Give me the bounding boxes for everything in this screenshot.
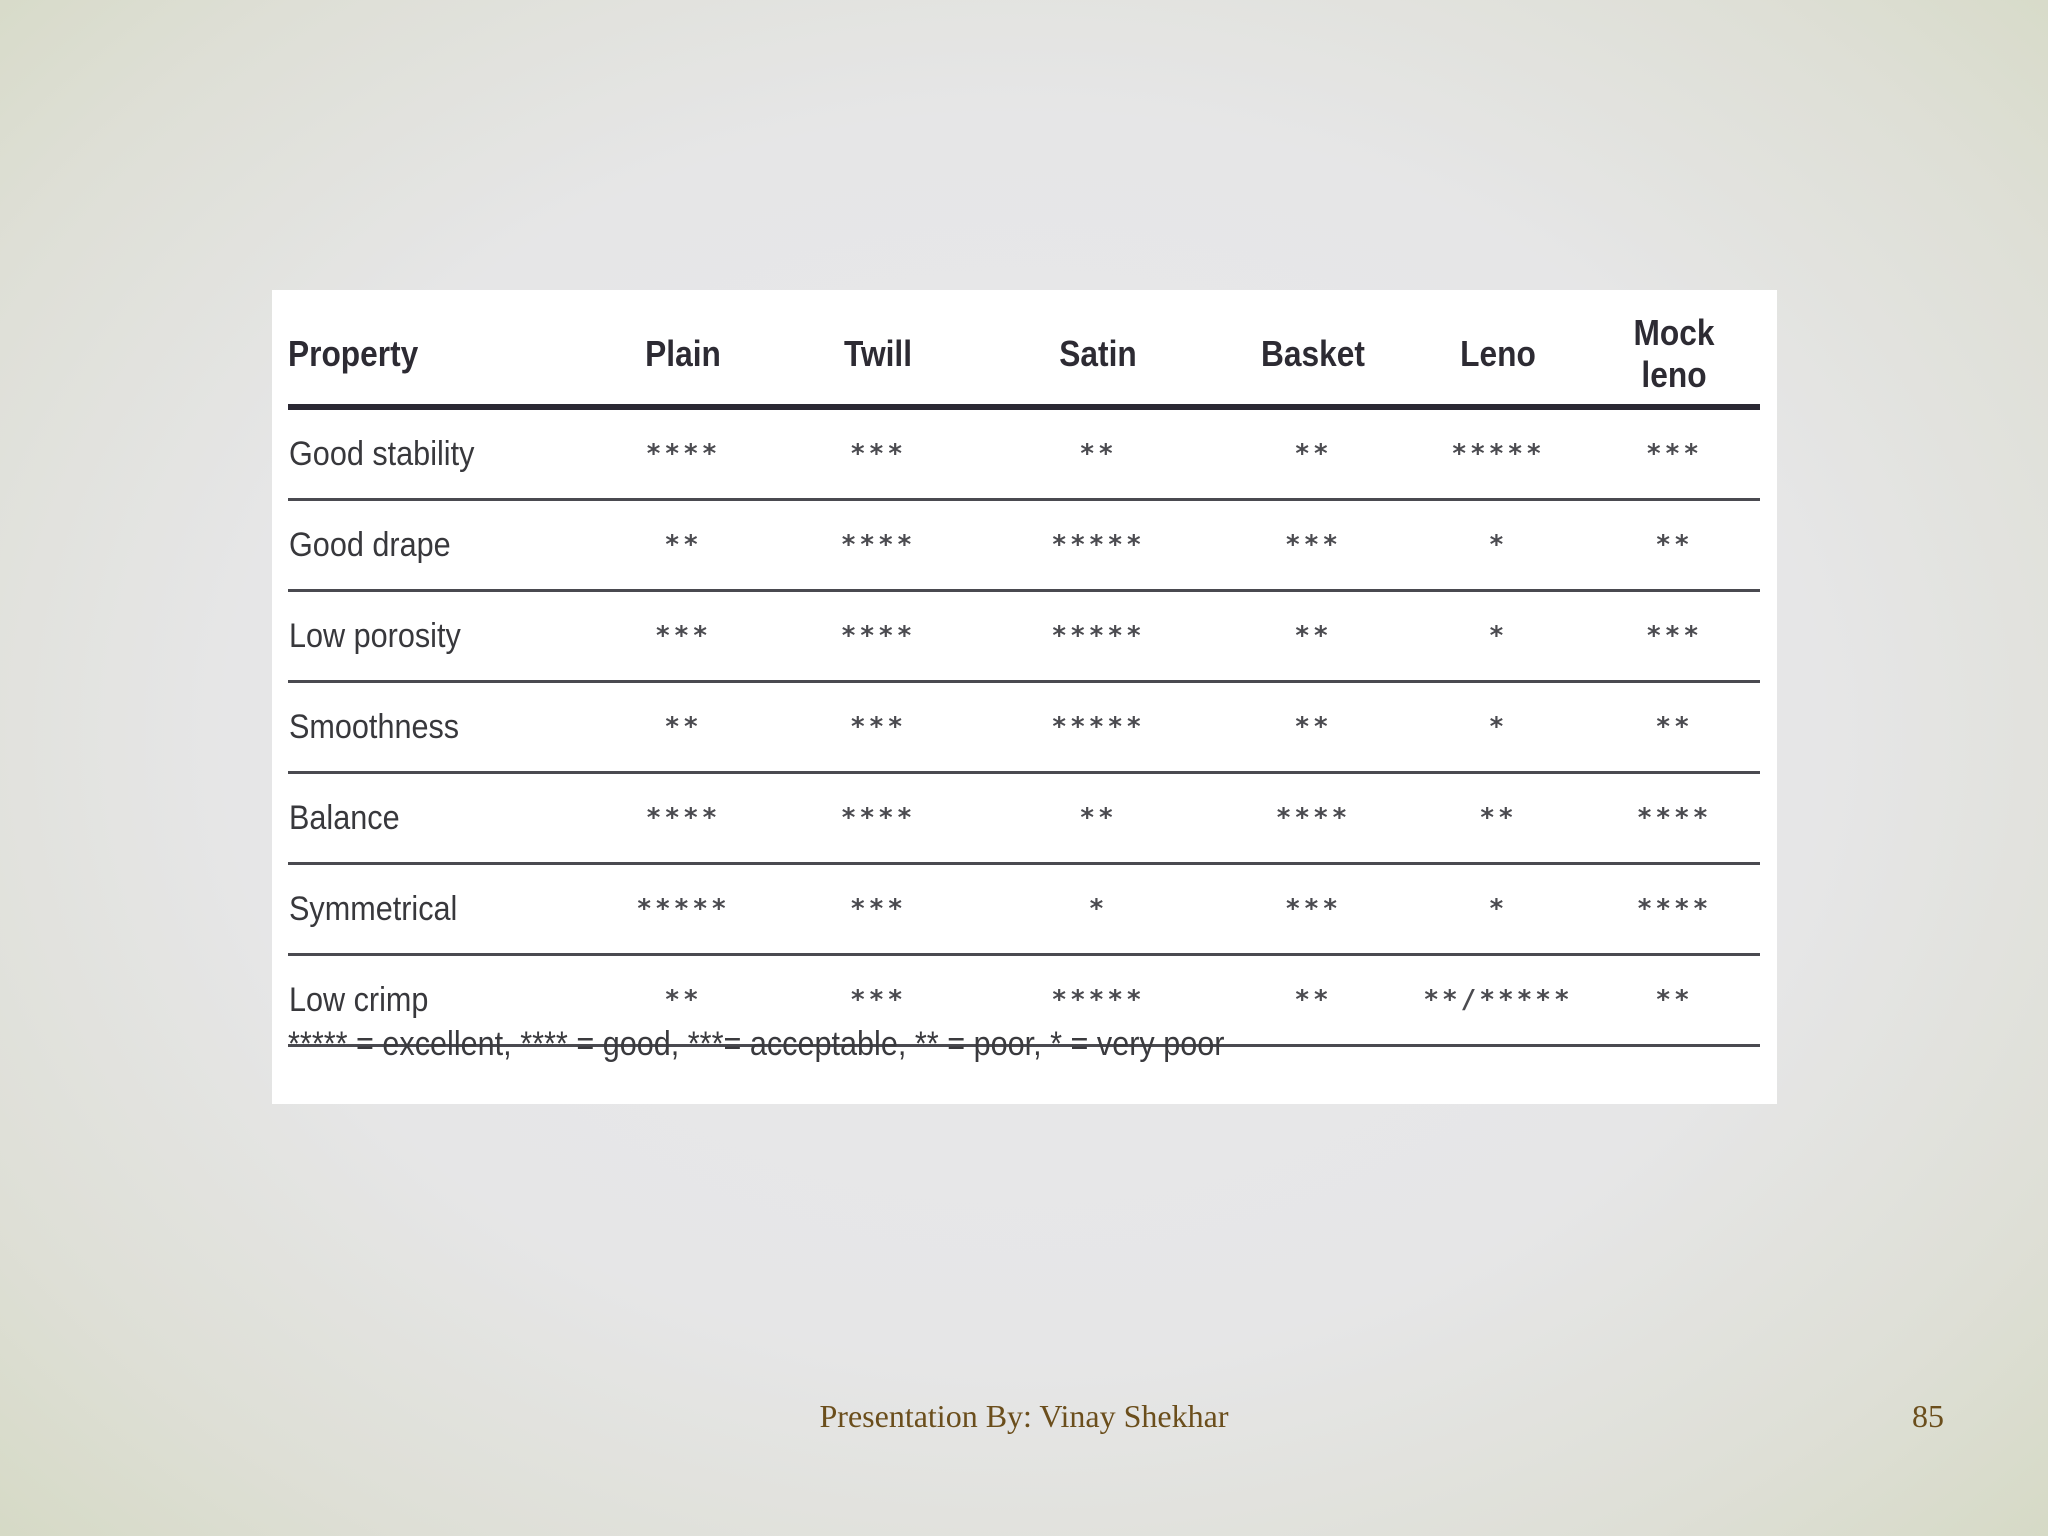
rating-cell: *: [1408, 500, 1588, 591]
rating-cell: **: [588, 955, 778, 1046]
rating-cell: *****: [1408, 407, 1588, 500]
rating-cell: ****: [778, 773, 978, 864]
rating-cell: ****: [778, 500, 978, 591]
row-label: Symmetrical: [288, 864, 588, 955]
header-mock-leno: Mock leno: [1598, 312, 1749, 407]
rating-cell: **: [588, 682, 778, 773]
rating-cell: **: [1218, 591, 1408, 682]
rating-cell: ****: [588, 407, 778, 500]
rating-cell: ***: [1588, 407, 1760, 500]
rating-cell: **: [1588, 500, 1760, 591]
rating-cell: **: [1218, 407, 1408, 500]
rating-cell: ***: [1588, 591, 1760, 682]
rating-cell: ****: [1218, 773, 1408, 864]
row-label: Smoothness: [288, 682, 588, 773]
rating-cell: *****: [588, 864, 778, 955]
rating-cell: **: [1408, 773, 1588, 864]
table-row: [288, 773, 1760, 864]
rating-cell: *****: [978, 682, 1218, 773]
rating-cell: *****: [978, 500, 1218, 591]
table-panel: [272, 290, 1777, 1104]
rating-cell: **: [1588, 682, 1760, 773]
table-row: [288, 500, 1760, 591]
row-label: Low porosity: [288, 591, 588, 682]
rating-cell: **: [588, 500, 778, 591]
table-row: [288, 407, 1760, 500]
rating-cell: **: [978, 407, 1218, 500]
rating-cell: *: [978, 864, 1218, 955]
rating-cell: ***: [778, 682, 978, 773]
row-label: Good stability: [288, 407, 588, 500]
rating-cell: ****: [778, 591, 978, 682]
footer-credit: Presentation By: Vinay Shekhar: [819, 1398, 1229, 1434]
header-basket: Basket: [1229, 312, 1396, 407]
header-leno: Leno: [1419, 312, 1577, 407]
rating-cell: *: [1408, 682, 1588, 773]
table-header-row: [288, 312, 1760, 407]
rating-cell: ****: [1588, 864, 1760, 955]
row-label: Balance: [288, 773, 588, 864]
rating-cell: ***: [778, 864, 978, 955]
table-row: [288, 591, 1760, 682]
rating-cell: *****: [978, 955, 1218, 1046]
rating-cell: ***: [1218, 864, 1408, 955]
rating-cell: **: [978, 773, 1218, 864]
rating-cell: ****: [1588, 773, 1760, 864]
rating-legend: ***** = excellent, **** = good, ***= acceptable, ** = poor, * = very poor: [288, 1025, 1225, 1063]
row-label: Low crimp: [288, 955, 588, 1046]
header-satin: Satin: [992, 312, 1203, 407]
rating-cell: ***: [778, 955, 978, 1046]
header-twill: Twill: [790, 312, 966, 407]
table-row: [288, 682, 1760, 773]
rating-cell: **: [1218, 955, 1408, 1046]
rating-cell: ***: [778, 407, 978, 500]
row-label: Good drape: [288, 500, 588, 591]
rating-cell: *: [1408, 591, 1588, 682]
page-number: 85: [1912, 1398, 1944, 1434]
rating-cell: ***: [1218, 500, 1408, 591]
rating-cell: **: [1218, 682, 1408, 773]
header-property: Property: [288, 312, 552, 407]
rating-cell: *****: [978, 591, 1218, 682]
table-row: [288, 864, 1760, 955]
rating-cell: ***: [588, 591, 778, 682]
weave-properties-table: [288, 312, 1760, 1047]
rating-cell: ****: [588, 773, 778, 864]
rating-cell: *: [1408, 864, 1588, 955]
rating-cell: **: [1588, 955, 1760, 1046]
header-plain: Plain: [599, 312, 766, 407]
rating-cell: **/*****: [1408, 955, 1588, 1046]
